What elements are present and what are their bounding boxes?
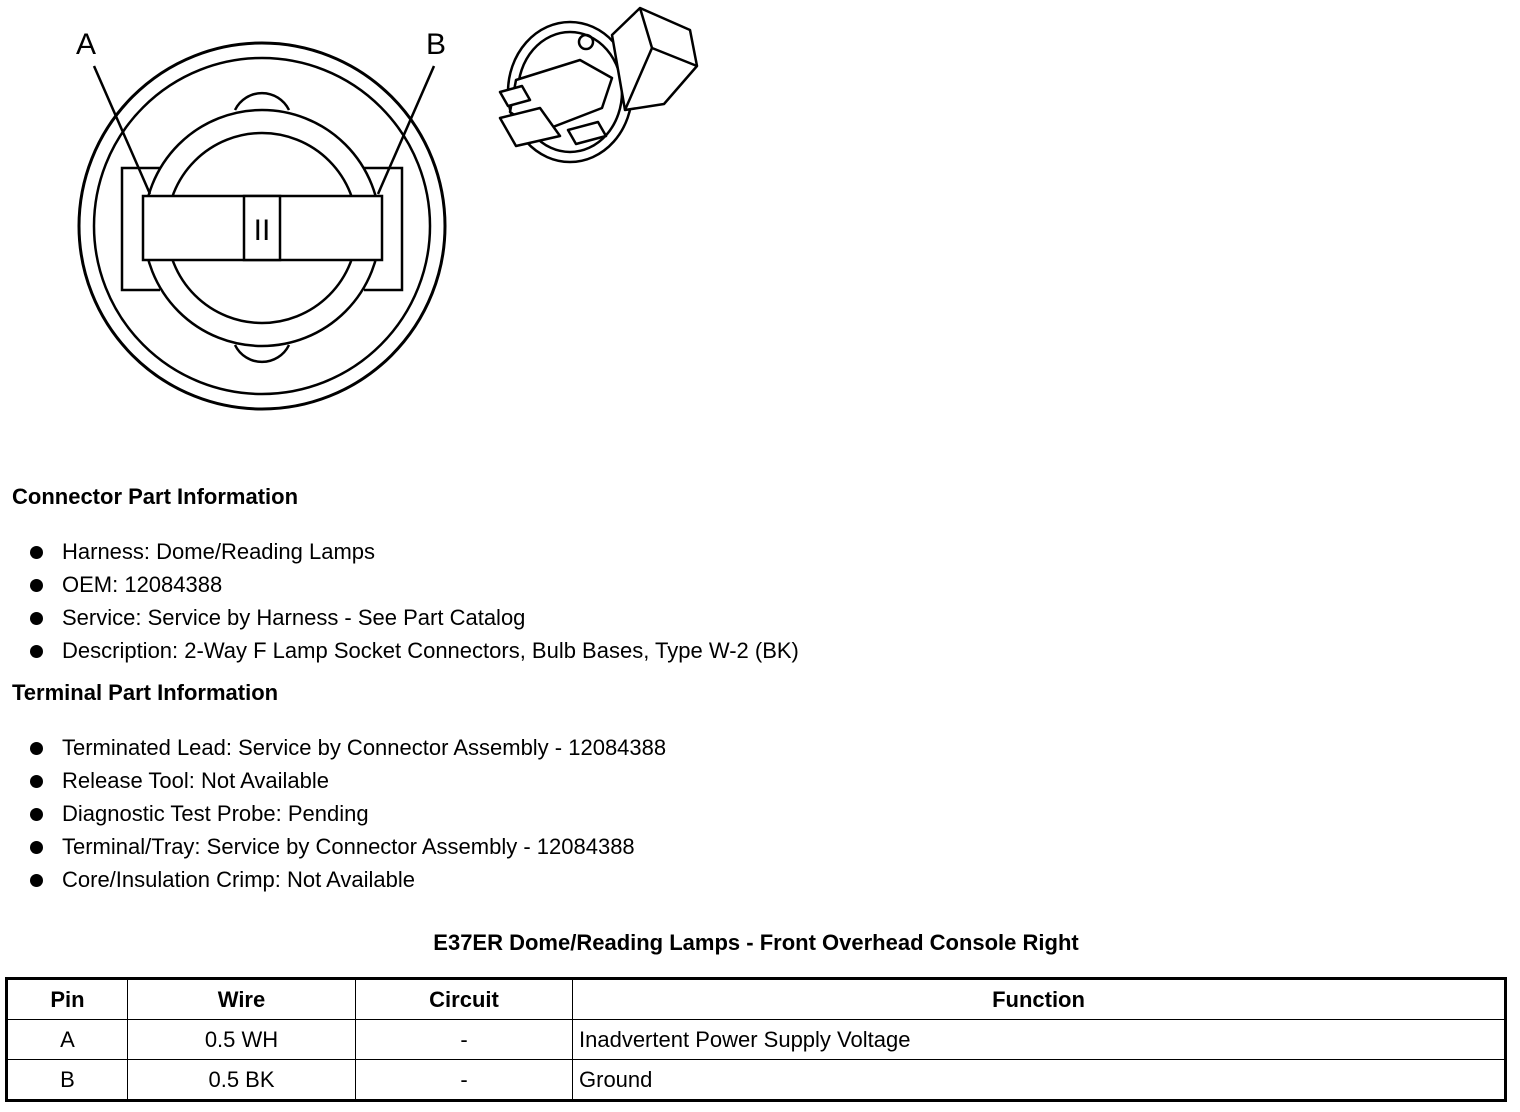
connector-service: Service: Service by Harness - See Part Catalog: [62, 605, 526, 630]
bullet-icon: [30, 645, 43, 658]
list-item: [0, 797, 666, 830]
bullet-icon: [30, 841, 43, 854]
terminal-test-probe: Diagnostic Test Probe: Pending: [62, 801, 369, 826]
connector-oem: OEM: 12084388: [62, 572, 223, 597]
list-item: [0, 731, 666, 764]
bullet-icon: [30, 546, 43, 559]
cell-circuit: -: [356, 1020, 573, 1060]
connector-harness: Harness: Dome/Reading Lamps: [62, 539, 376, 564]
list-item: [0, 601, 799, 634]
pin-table-title: E37ER Dome/Reading Lamps - Front Overhead Console Right: [433, 930, 1079, 955]
list-item: [0, 535, 799, 568]
table-row: [7, 1020, 1506, 1060]
leader-line-b: [378, 66, 434, 194]
terminal-info-list: [0, 731, 666, 896]
cell-pin: B: [7, 1060, 128, 1101]
pin-label-a: A: [75, 28, 97, 61]
list-item: [0, 863, 666, 896]
bottom-key-notch: [235, 345, 289, 362]
list-item: [0, 830, 666, 863]
cell-wire: 0.5 WH: [128, 1020, 356, 1060]
cell-pin: A: [7, 1020, 128, 1060]
terminal-tray: Terminal/Tray: Service by Connector Assembly - 12084388: [62, 834, 635, 859]
bullet-icon: [30, 612, 43, 625]
pin-label-b: B: [425, 28, 447, 61]
table-header-row: [7, 979, 1506, 1020]
header-function: Function: [573, 979, 1506, 1020]
cell-wire: 0.5 BK: [128, 1060, 356, 1101]
table-row: [7, 1060, 1506, 1101]
connector-diagram: [0, 0, 760, 430]
bullet-icon: [30, 874, 43, 887]
cell-function: Inadvertent Power Supply Voltage: [573, 1020, 1506, 1060]
list-item: [0, 568, 799, 601]
bulb-socket-illustration: [500, 8, 697, 162]
connector-info-list: [0, 535, 799, 667]
list-item: [0, 764, 666, 797]
cell-circuit: -: [356, 1060, 573, 1101]
header-pin: Pin: [7, 979, 128, 1020]
terminal-crimp: Core/Insulation Crimp: Not Available: [62, 867, 415, 892]
bullet-icon: [30, 808, 43, 821]
terminal-center-mark: II: [253, 214, 271, 247]
pin-table: [5, 977, 1507, 1102]
cell-function: Ground: [573, 1060, 1506, 1101]
bullet-icon: [30, 742, 43, 755]
connector-description: Description: 2-Way F Lamp Socket Connectors, Bulb Bases, Type W-2 (BK): [62, 638, 799, 663]
bullet-icon: [30, 775, 43, 788]
bullet-icon: [30, 579, 43, 592]
terminal-info-title: Terminal Part Information: [12, 680, 279, 705]
list-item: [0, 634, 799, 667]
top-key-notch: [235, 93, 289, 110]
header-circuit: Circuit: [356, 979, 573, 1020]
header-wire: Wire: [128, 979, 356, 1020]
terminal-release-tool: Release Tool: Not Available: [62, 768, 330, 793]
terminal-terminated-lead: Terminated Lead: Service by Connector Assembly - 12084388: [62, 735, 667, 760]
connector-info-title: Connector Part Information: [12, 484, 299, 509]
